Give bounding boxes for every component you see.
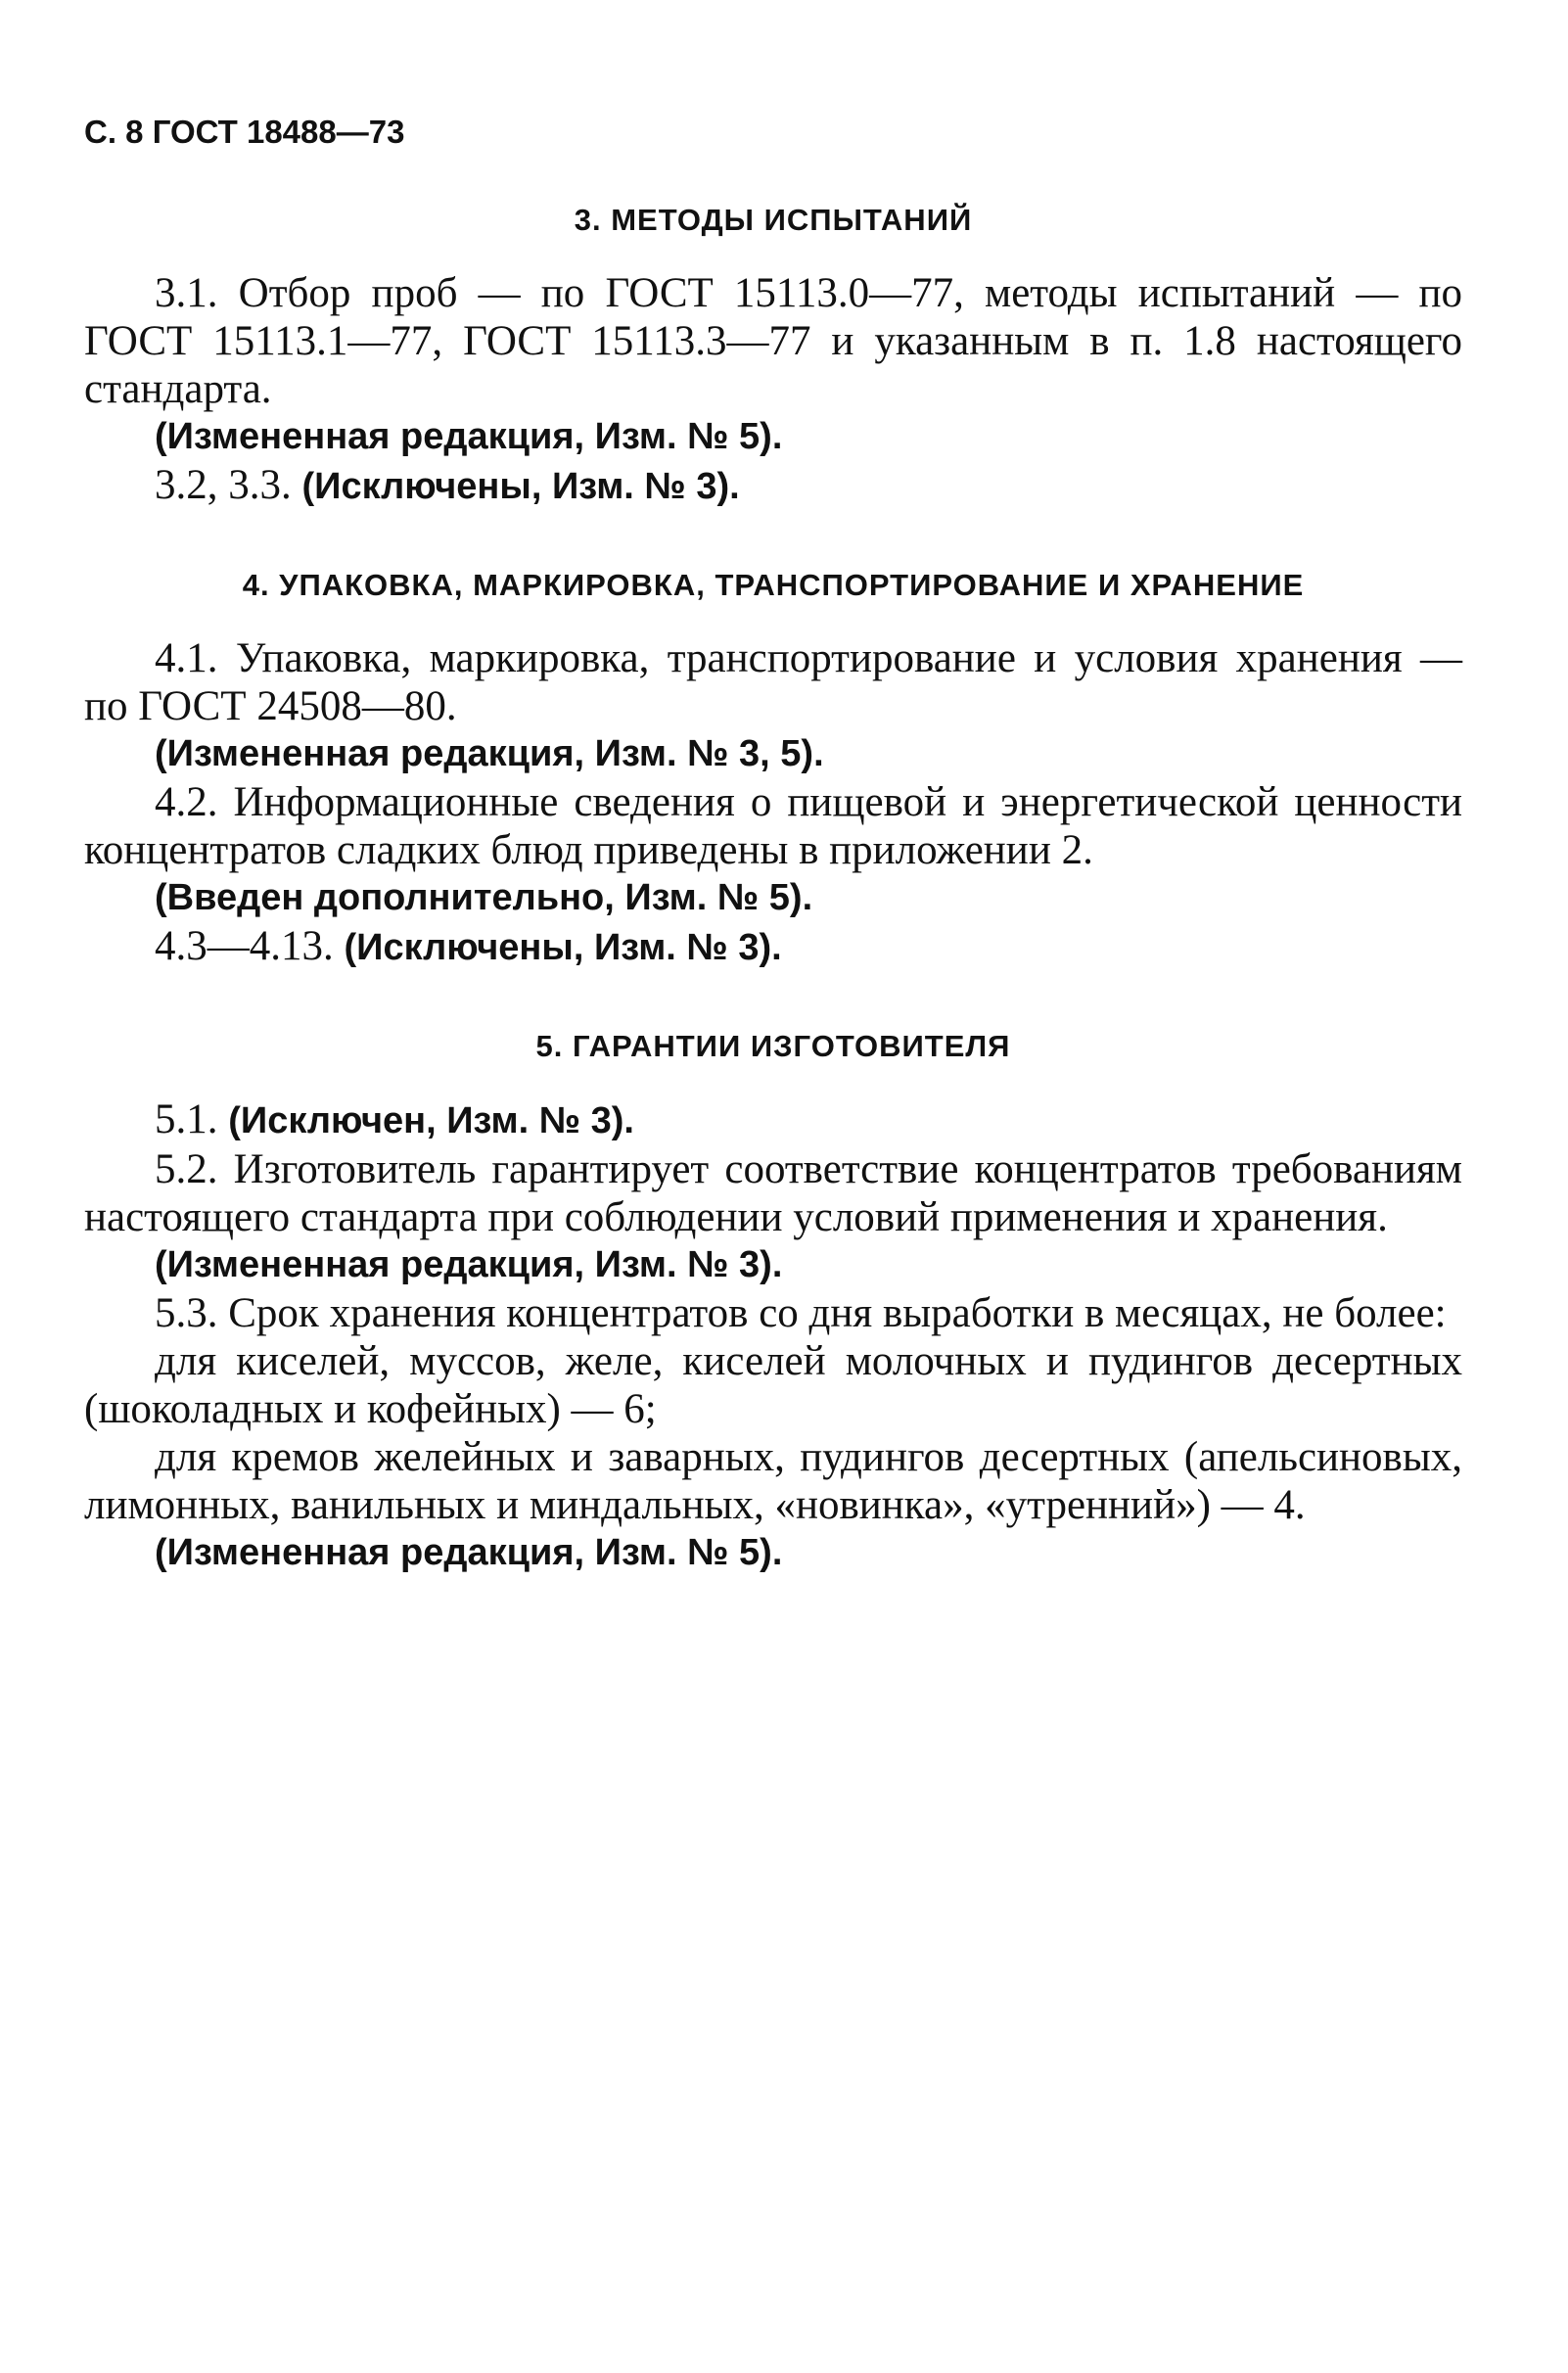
paragraph-5-3: 5.3. Срок хранения концентратов со дня выработки в месяцах, не более: [155, 1290, 1447, 1336]
section-3-title: 3. МЕТОДЫ ИСПЫТАНИЙ [574, 203, 973, 237]
section-5-title: 5. ГАРАНТИИ ИЗГОТОВИТЕЛЯ [535, 1029, 1011, 1063]
paragraph-3-2-number: 3.2, 3.3. [155, 462, 302, 508]
amendment-note-5-3: (Измененная редакция, Изм. № 5). [155, 1532, 783, 1573]
amendment-note-4-2: (Введен дополнительно, Изм. № 5). [155, 877, 813, 918]
paragraph-5-1-number: 5.1. [155, 1096, 229, 1142]
paragraph-4-3 [84, 922, 1462, 972]
page-header: С. 8 ГОСТ 18488—73 [84, 114, 405, 150]
document-body [84, 201, 1462, 1577]
amendment-note-3-2: (Исключены, Изм. № 3). [301, 466, 740, 507]
paragraph-5-2: 5.2. Изготовитель гарантирует соответствие концентратов требованиям настоящего стандарта при соблюдении условий применения и хранения. [84, 1146, 1462, 1240]
paragraph-3-1: 3.1. Отбор проб — по ГОСТ 15113.0—77, методы испытаний — по ГОСТ 15113.1—77, ГОСТ 15113.3—77 и указанным в п. 1.8 настоящего стандарта. [84, 270, 1462, 412]
paragraph-5-3-item-a: для киселей, муссов, желе, киселей молочных и пудингов десертных (шоколадных и кофейных) — 6; [84, 1338, 1462, 1432]
amendment-note-3-1: (Измененная редакция, Изм. № 5). [155, 416, 783, 457]
paragraph-3-2 [84, 461, 1462, 511]
paragraph-4-1: 4.1. Упаковка, маркировка, транспортирование и условия хранения — по ГОСТ 24508—80. [84, 635, 1462, 729]
amendment-note-5-1: (Исключен, Изм. № 3). [228, 1100, 634, 1141]
paragraph-5-1 [84, 1095, 1462, 1145]
amendment-note-5-2: (Измененная редакция, Изм. № 3). [155, 1244, 783, 1285]
section-4-title: 4. УПАКОВКА, МАРКИРОВКА, ТРАНСПОРТИРОВАНИЕ И ХРАНЕНИЕ [242, 568, 1305, 602]
paragraph-4-2: 4.2. Информационные сведения о пищевой и энергетической ценности концентратов сладких блюд приведены в приложении 2. [84, 779, 1462, 873]
amendment-note-4-3: (Исключены, Изм. № 3). [344, 927, 782, 968]
paragraph-4-3-number: 4.3—4.13. [155, 923, 345, 969]
amendment-note-4-1: (Измененная редакция, Изм. № 3, 5). [155, 733, 824, 774]
paragraph-5-3-item-b: для кремов желейных и заварных, пудингов десертных (апельсиновых, лимонных, ванильных и миндальных, «новинка», «утренний») — 4. [84, 1434, 1462, 1528]
